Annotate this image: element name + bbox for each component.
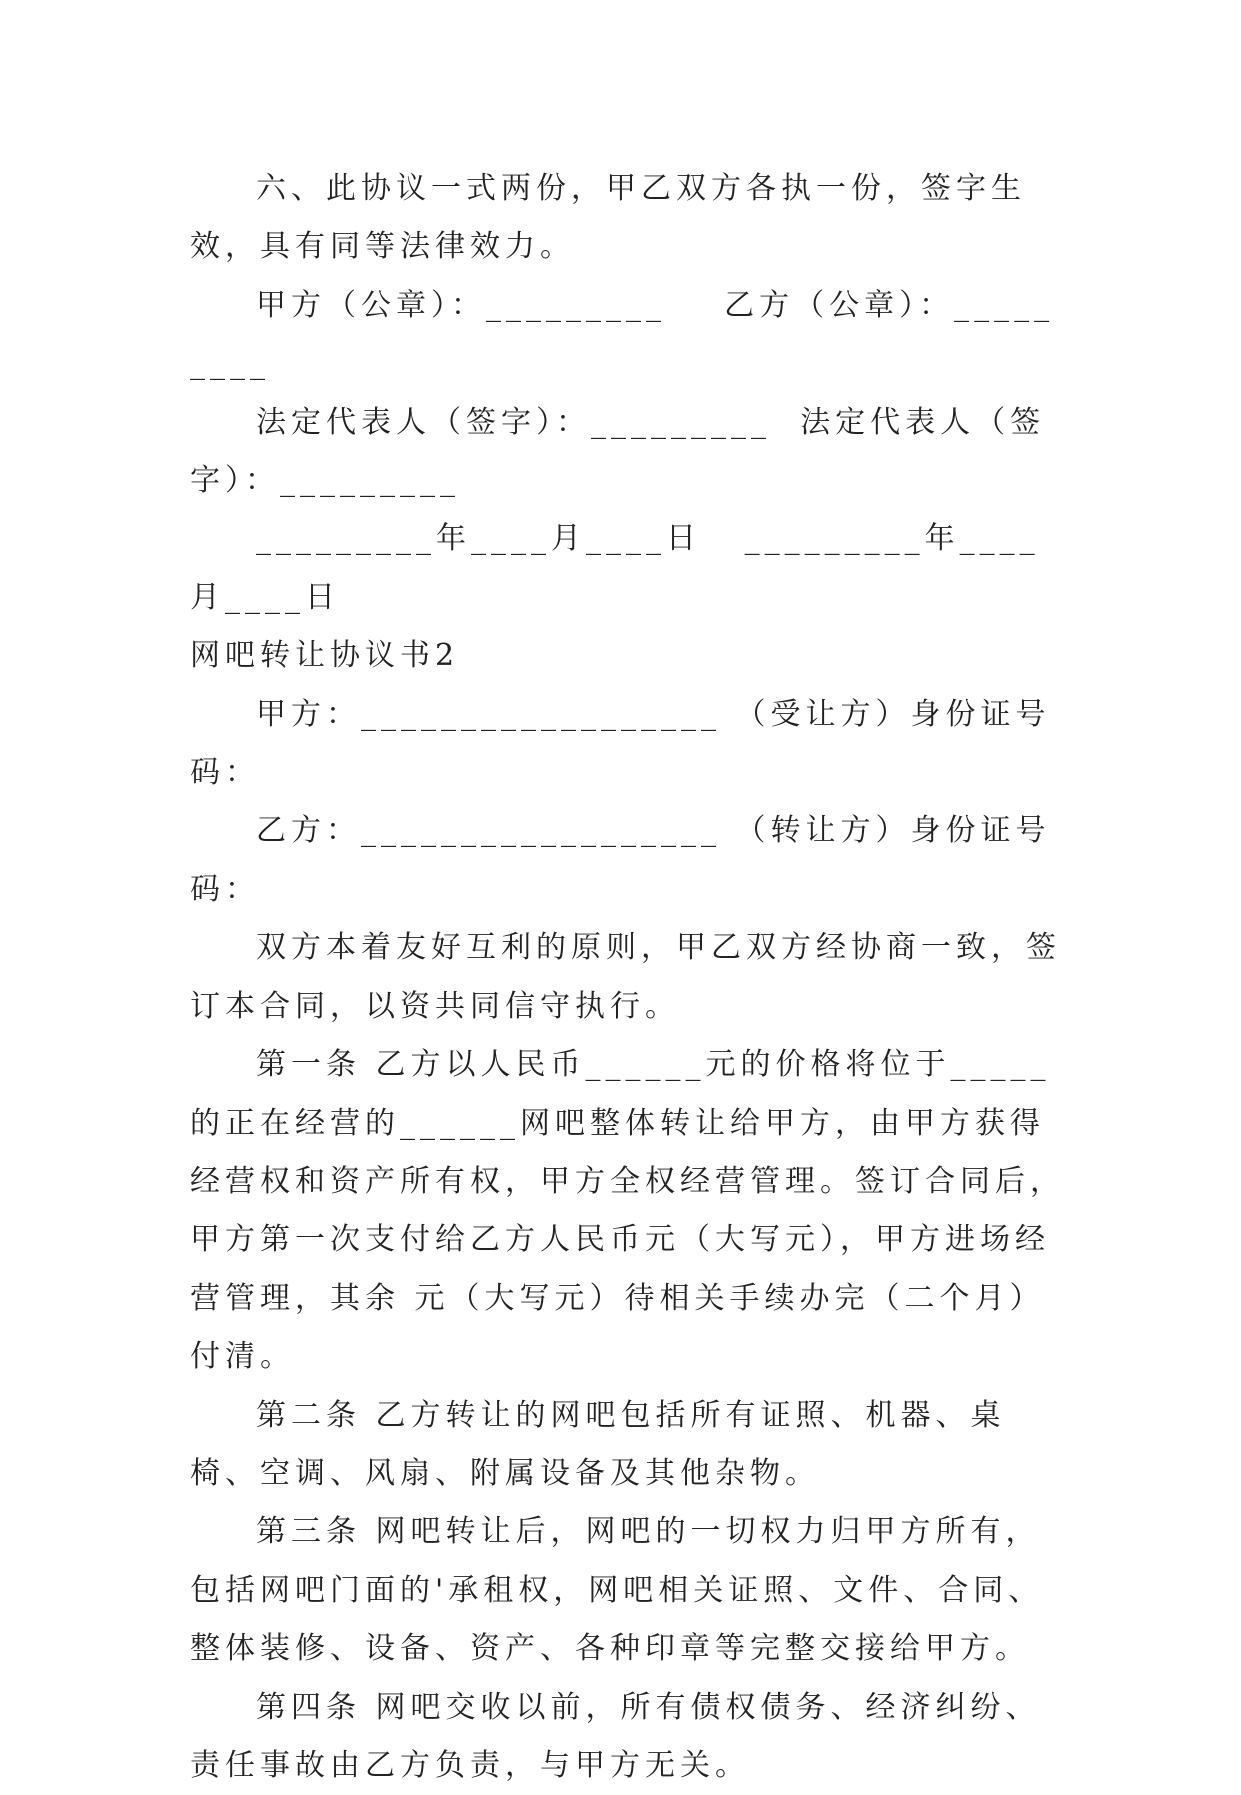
party-seal-line: 甲方（公章）：_________ 乙方（公章）：_________: [190, 287, 1055, 382]
preamble-paragraph: 双方本着友好互利的原则，甲乙双方经协商一致，签订本合同，以资共同信守执行。: [190, 930, 1061, 1024]
document-title: 网吧转让协议书2: [190, 638, 460, 674]
date-line: _________年____月____日 _________年____月____日: [190, 521, 1040, 615]
article-four: 第四条 网吧交收以前，所有债权债务、经济纠纷、责任事故由乙方负责，与甲方无关。: [190, 1689, 1041, 1783]
article-three: 第三条 网吧转让后，网吧的一切权力归甲方所有，包括网吧门面的'承租权，网吧相关证照、文件、合同、整体装修、设备、资产、各种印章等完整交接给甲方。: [190, 1514, 1044, 1667]
article-two: 第二条 乙方转让的网吧包括所有证照、机器、桌椅、空调、风扇、附属设备及其他杂物。: [190, 1397, 1006, 1491]
party-b-line: 乙方：__________________ （转让方）身份证号码：: [190, 813, 1051, 907]
article-one: 第一条 乙方以人民币______元的价格将位于_____ 的正在经营的______网吧整体转让给甲方，由甲方获得经营权和资产所有权，甲方全权经营管理。签订合同后，甲方第一次支付给乙方人民币元（大写元），甲方进场经营管理，其余 元（大写元）待相关手续办完（二个月）付清。: [190, 1047, 1066, 1375]
document-body: [190, 160, 1070, 1795]
party-a-line: 甲方：__________________ （受让方）身份证号码：: [190, 696, 1051, 791]
clause-six-copies: 六、此协议一式两份，甲乙双方各执一份，签字生效，具有同等法律效力。: [190, 171, 1026, 265]
legal-representative-line: 法定代表人（签字）：_________ 法定代表人（签字）：_________: [190, 404, 1046, 499]
